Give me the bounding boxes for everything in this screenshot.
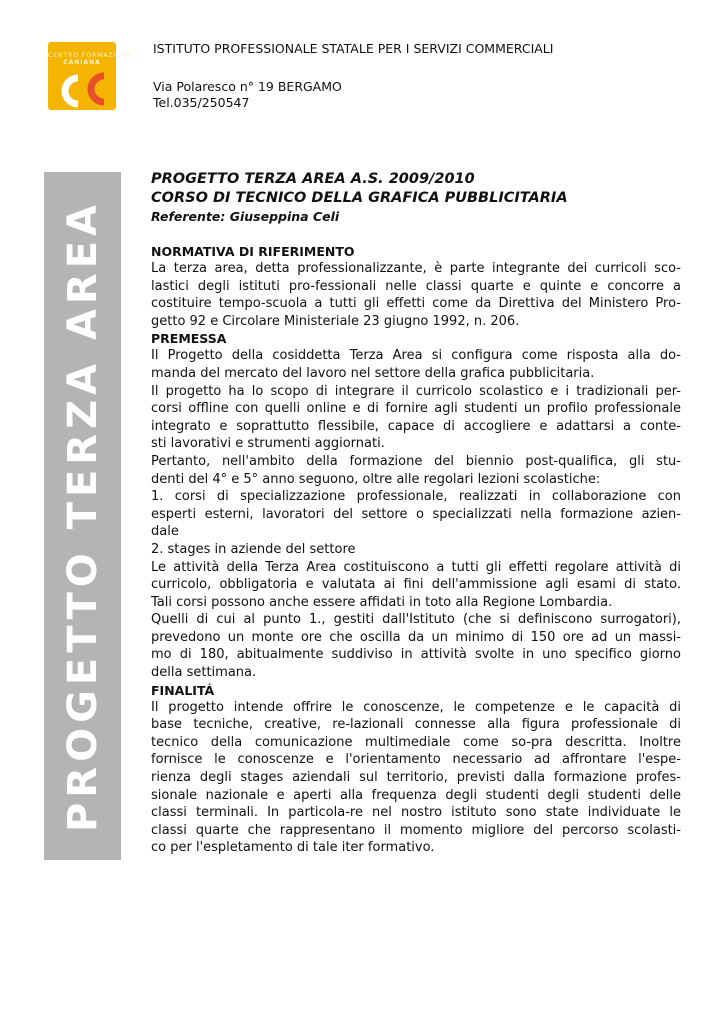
school-logo (48, 42, 133, 110)
institute-address: Via Polaresco n° 19 BERGAMO (153, 79, 342, 94)
document-title: PROGETTO TERZA AREA A.S. 2009/2010 (151, 171, 475, 187)
paragraph-line: getto 92 e Circolare Ministeriale 23 giugno 1992, n. 206. (151, 313, 520, 329)
paragraph-line: fornisce le conoscenze e l'orientamento necessario ad affrontare l'espe- (151, 752, 681, 768)
sidebar-banner-text: PROGETTO TERZA AREA (59, 199, 106, 833)
institute-name: ISTITUTO PROFESSIONALE STATALE PER I SERVIZI COMMERCIALI (153, 41, 554, 56)
logo-cc-mark-icon (52, 70, 112, 108)
paragraph-line: sti lavorativi e strumenti aggiornati. (151, 436, 385, 452)
paragraph-line: Pertanto, nell'ambito della formazione del biennio post-qualifica, gli stu- (151, 453, 681, 469)
document-body (151, 170, 681, 857)
paragraph-line: curricolo, obbligatoria e valutata ai fini dell'ammissione agli esami di stato. (151, 577, 681, 593)
paragraph-line: integrato e soprattutto flessibile, capace di accogliere e adattarsi a conte- (151, 418, 681, 434)
paragraph-line: esperti esterni, lavoratori del settore o specializzati nella formazione azien- (151, 506, 681, 522)
sidebar-banner (44, 172, 121, 860)
course-title: CORSO DI TECNICO DELLA GRAFICA PUBBLICITARIA (151, 190, 568, 206)
section-heading-finalita: FINALITÁ (151, 682, 215, 698)
logo-subtitle: CENTRO FORMAZIONE (48, 52, 133, 59)
paragraph-line: 2. stages in aziende del settore (151, 541, 356, 557)
paragraph-line: mo di 180, abitualmente suddiviso in attività svolte in uno specifico giorno (151, 647, 681, 663)
paragraph-line: 1. corsi di specializzazione professionale, realizzati in collaborazione con (151, 489, 681, 505)
paragraph-line: manda del mercato del lavoro nel settore della grafica pubblicitaria. (151, 365, 595, 381)
paragraph-line: Il Progetto della cosiddetta Terza Area si configura come risposta alla do- (151, 348, 681, 364)
paragraph-line: Tali corsi possono anche essere affidati in toto alla Regione Lombardia. (151, 594, 613, 610)
paragraph-line: lastici degli istituti pro-fessionali nelle classi quarte e quinte e concorre a (151, 278, 681, 294)
section-heading-premessa: PREMESSA (151, 331, 227, 347)
paragraph-line: co per l'espletamento di tale iter formativo. (151, 840, 435, 856)
paragraph-line: della settimana. (151, 665, 257, 681)
paragraph-line: classi terminali. In particola-re nel nostro istituto sono state individuate le (151, 805, 681, 821)
paragraph-line: dale (151, 524, 179, 540)
paragraph-line: Le attività della Terza Area costituiscono a tutti gli effetti regolare attività di (151, 559, 681, 575)
paragraph-line: Il progetto intende offrire le conoscenze, le competenze e le capacità di (151, 699, 681, 715)
referent: Referente: Giuseppina Celi (151, 209, 340, 224)
section-heading-normativa: NORMATIVA DI RIFERIMENTO (151, 244, 355, 259)
logo-name: CANIANA (63, 59, 101, 66)
paragraph-line: corsi offline con quelli online e di fornire agli studenti un profilo professionale (151, 401, 681, 417)
paragraph-line: classi quarte che rappresentano il momento migliore del percorso scolasti- (151, 822, 681, 838)
paragraph-line: costituire tempo-scuola a tutti gli effetti come da Direttiva del Ministero Pro- (151, 296, 681, 312)
paragraph-line: La terza area, detta professionalizzante, è parte integrante dei curricoli sco- (151, 261, 681, 276)
paragraph-line: tecnico della comunicazione multimediale come so-pra descritta. Inoltre (151, 734, 681, 750)
paragraph-line: denti del 4° e 5° anno seguono, oltre alle regolari lezioni scolastiche: (151, 471, 601, 487)
paragraph-line: prevedono un monte ore che oscilla da un minimo di 150 ore ad un massi- (151, 629, 681, 645)
paragraph-line: base tecniche, creative, re-lazionali connesse alla figura professionale di (151, 717, 681, 733)
institute-phone: Tel.035/250547 (153, 95, 250, 110)
paragraph-line: Quelli di cui al punto 1., gestiti dall'Istituto (che si definiscono surrogatori), (151, 612, 681, 628)
paragraph-line: rienza degli stages aziendali sul territorio, previsti dalla formazione profes- (151, 770, 681, 786)
paragraph-line: Il progetto ha lo scopo di integrare il curricolo scolastico e i tradizionali per- (151, 383, 681, 399)
paragraph-line: sionale nazionale e aperti alla frequenza degli studenti degli studenti delle (151, 787, 681, 803)
